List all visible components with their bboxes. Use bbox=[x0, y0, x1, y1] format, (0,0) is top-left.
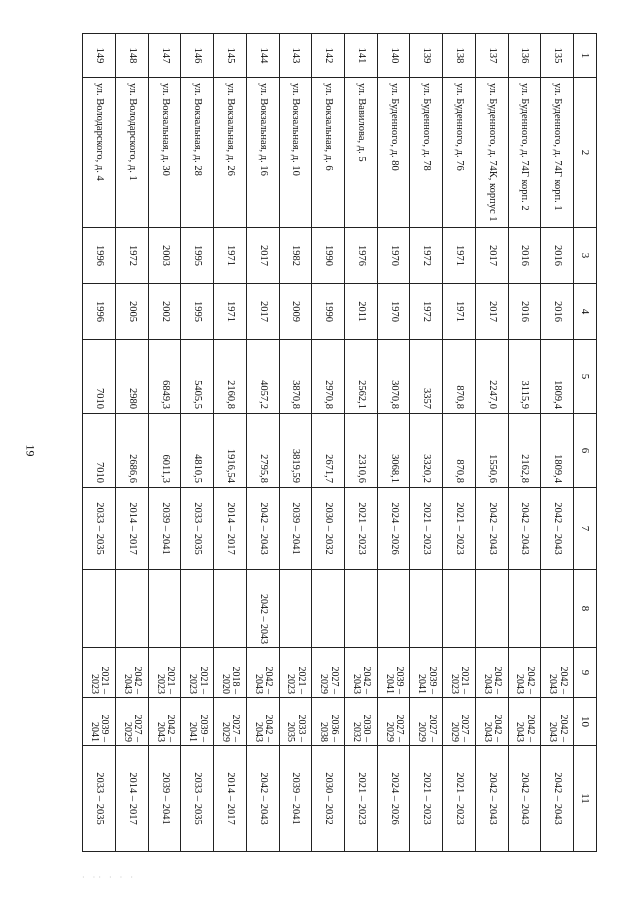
cell-c7: 2024 – 2026 bbox=[377, 488, 410, 570]
cell-c4: 2016 bbox=[541, 284, 574, 340]
scan-artifact: · ·· · · · bbox=[82, 873, 136, 882]
cell-c1: 137 bbox=[475, 34, 508, 78]
cell-c10: 2027 – 2029 bbox=[115, 698, 148, 746]
cell-c2: ул. Володарского, д. 4 bbox=[83, 78, 116, 228]
cell-c11: 2014 – 2017 bbox=[214, 746, 247, 852]
cell-c8 bbox=[148, 570, 181, 648]
cell-c11: 2030 – 2032 bbox=[312, 746, 345, 852]
cell-c3: 2003 bbox=[148, 228, 181, 284]
cell-c5: 3115,9 bbox=[508, 340, 541, 414]
cell-c5: 5405,5 bbox=[181, 340, 214, 414]
cell-c7: 2039 – 2041 bbox=[148, 488, 181, 570]
cell-c11: 2042 – 2043 bbox=[541, 746, 574, 852]
table-row bbox=[344, 34, 377, 852]
cell-c4: 1971 bbox=[443, 284, 476, 340]
cell-c7: 2014 – 2017 bbox=[214, 488, 247, 570]
cell-c3: 1982 bbox=[279, 228, 312, 284]
cell-c4: 2016 bbox=[508, 284, 541, 340]
cell-c10: 2027 – 2029 bbox=[214, 698, 247, 746]
cell-c7: 2014 – 2017 bbox=[115, 488, 148, 570]
cell-c3: 2017 bbox=[475, 228, 508, 284]
cell-c9: 2021 – 2023 bbox=[83, 648, 116, 698]
cell-c7: 2021 – 2023 bbox=[443, 488, 476, 570]
cell-c5: 7010 bbox=[83, 340, 116, 414]
cell-c7: 2033 – 2035 bbox=[181, 488, 214, 570]
cell-c9: 2042 – 2043 bbox=[541, 648, 574, 698]
cell-c3: 1990 bbox=[312, 228, 345, 284]
cell-c3: 1995 bbox=[181, 228, 214, 284]
cell-c10: 2042 – 2043 bbox=[475, 698, 508, 746]
cell-c5: 3870,8 bbox=[279, 340, 312, 414]
cell-c5: 1809,4 bbox=[541, 340, 574, 414]
column-header-6: 6 bbox=[574, 414, 597, 488]
cell-c1: 138 bbox=[443, 34, 476, 78]
cell-c10: 2042 – 2043 bbox=[246, 698, 279, 746]
cell-c10: 2042 – 2043 bbox=[541, 698, 574, 746]
cell-c5: 2160,8 bbox=[214, 340, 247, 414]
cell-c3: 1972 bbox=[410, 228, 443, 284]
cell-c9: 2039 – 2041 bbox=[410, 648, 443, 698]
table-row bbox=[410, 34, 443, 852]
cell-c10: 2030 – 2032 bbox=[344, 698, 377, 746]
cell-c9: 2042 – 2043 bbox=[344, 648, 377, 698]
cell-c9: 2018 – 2020 bbox=[214, 648, 247, 698]
cell-c11: 2039 – 2041 bbox=[279, 746, 312, 852]
cell-c1: 135 bbox=[541, 34, 574, 78]
cell-c5: 3070,8 bbox=[377, 340, 410, 414]
cell-c7: 2030 – 2032 bbox=[312, 488, 345, 570]
cell-c3: 2017 bbox=[246, 228, 279, 284]
table-row bbox=[541, 34, 574, 852]
table-row bbox=[475, 34, 508, 852]
cell-c5: 4057,2 bbox=[246, 340, 279, 414]
cell-c5: 2562,1 bbox=[344, 340, 377, 414]
cell-c1: 145 bbox=[214, 34, 247, 78]
header-row bbox=[574, 34, 597, 852]
cell-c8 bbox=[344, 570, 377, 648]
cell-c6: 2310,6 bbox=[344, 414, 377, 488]
cell-c6: 1809,4 bbox=[541, 414, 574, 488]
table-row bbox=[508, 34, 541, 852]
cell-c1: 140 bbox=[377, 34, 410, 78]
cell-c1: 139 bbox=[410, 34, 443, 78]
cell-c2: ул. Вокзальная, д. 28 bbox=[181, 78, 214, 228]
cell-c8 bbox=[214, 570, 247, 648]
cell-c8: 2042 – 2043 bbox=[246, 570, 279, 648]
cell-c8 bbox=[312, 570, 345, 648]
cell-c4: 2017 bbox=[246, 284, 279, 340]
cell-c9: 2042 – 2043 bbox=[508, 648, 541, 698]
cell-c1: 147 bbox=[148, 34, 181, 78]
cell-c4: 1971 bbox=[214, 284, 247, 340]
cell-c6: 6011,3 bbox=[148, 414, 181, 488]
cell-c1: 142 bbox=[312, 34, 345, 78]
cell-c11: 2042 – 2043 bbox=[246, 746, 279, 852]
cell-c6: 3068,1 bbox=[377, 414, 410, 488]
cell-c7: 2042 – 2043 bbox=[508, 488, 541, 570]
cell-c10: 2027 – 2029 bbox=[443, 698, 476, 746]
cell-c6: 1550,6 bbox=[475, 414, 508, 488]
cell-c5: 2247,0 bbox=[475, 340, 508, 414]
cell-c11: 2033 – 2035 bbox=[83, 746, 116, 852]
cell-c8 bbox=[377, 570, 410, 648]
cell-c9: 2042 – 2043 bbox=[115, 648, 148, 698]
cell-c5: 2980 bbox=[115, 340, 148, 414]
cell-c11: 2021 – 2023 bbox=[410, 746, 443, 852]
cell-c9: 2042 – 2043 bbox=[475, 648, 508, 698]
cell-c4: 1970 bbox=[377, 284, 410, 340]
cell-c10: 2033 – 2035 bbox=[279, 698, 312, 746]
cell-c6: 7010 bbox=[83, 414, 116, 488]
cell-c9: 2021 – 2023 bbox=[181, 648, 214, 698]
column-header-10: 10 bbox=[574, 698, 597, 746]
cell-c2: ул. Буденного, д. 74Г корп. 1 bbox=[541, 78, 574, 228]
column-header-3: 3 bbox=[574, 228, 597, 284]
cell-c10: 2027 – 2029 bbox=[377, 698, 410, 746]
cell-c6: 2795,8 bbox=[246, 414, 279, 488]
cell-c4: 1995 bbox=[181, 284, 214, 340]
cell-c7: 2042 – 2043 bbox=[246, 488, 279, 570]
cell-c8 bbox=[410, 570, 443, 648]
table-row bbox=[83, 34, 116, 852]
cell-c11: 2021 – 2023 bbox=[443, 746, 476, 852]
cell-c2: ул. Вокзальная, д. 6 bbox=[312, 78, 345, 228]
cell-c2: ул. Буденного, д. 74Г корп. 2 bbox=[508, 78, 541, 228]
cell-c11: 2033 – 2035 bbox=[181, 746, 214, 852]
cell-c10: 2042 – 2043 bbox=[148, 698, 181, 746]
table-row bbox=[312, 34, 345, 852]
cell-c11: 2021 – 2023 bbox=[344, 746, 377, 852]
cell-c9: 2021 – 2023 bbox=[148, 648, 181, 698]
cell-c8 bbox=[181, 570, 214, 648]
cell-c4: 2017 bbox=[475, 284, 508, 340]
column-header-11: 11 bbox=[574, 746, 597, 852]
table-row bbox=[279, 34, 312, 852]
cell-c7: 2033 – 2035 bbox=[83, 488, 116, 570]
cell-c1: 144 bbox=[246, 34, 279, 78]
cell-c10: 2036 – 2038 bbox=[312, 698, 345, 746]
cell-c2: ул. Буденного, д. 74К, корпус 1 bbox=[475, 78, 508, 228]
cell-c6: 2671,7 bbox=[312, 414, 345, 488]
column-header-8: 8 bbox=[574, 570, 597, 648]
cell-c7: 2042 – 2043 bbox=[541, 488, 574, 570]
cell-c4: 2005 bbox=[115, 284, 148, 340]
page-number: 19 bbox=[23, 444, 38, 457]
column-header-4: 4 bbox=[574, 284, 597, 340]
cell-c6: 3819,59 bbox=[279, 414, 312, 488]
cell-c3: 2016 bbox=[541, 228, 574, 284]
cell-c2: ул. Буденного, д. 80 bbox=[377, 78, 410, 228]
cell-c8 bbox=[115, 570, 148, 648]
cell-c3: 1970 bbox=[377, 228, 410, 284]
table-row bbox=[377, 34, 410, 852]
cell-c3: 1971 bbox=[214, 228, 247, 284]
cell-c2: ул. Вокзальная, д. 30 bbox=[148, 78, 181, 228]
cell-c8 bbox=[83, 570, 116, 648]
cell-c11: 2024 – 2026 bbox=[377, 746, 410, 852]
cell-c7: 2021 – 2023 bbox=[410, 488, 443, 570]
cell-c10: 2039 – 2041 bbox=[181, 698, 214, 746]
cell-c2: ул. Володарского, д. 1 bbox=[115, 78, 148, 228]
cell-c1: 141 bbox=[344, 34, 377, 78]
cell-c6: 3320,2 bbox=[410, 414, 443, 488]
column-header-9: 9 bbox=[574, 648, 597, 698]
cell-c2: ул. Вокзальная, д. 26 bbox=[214, 78, 247, 228]
column-header-1: 1 bbox=[574, 34, 597, 78]
cell-c1: 136 bbox=[508, 34, 541, 78]
cell-c3: 1976 bbox=[344, 228, 377, 284]
table-row bbox=[443, 34, 476, 852]
housing-schedule-table bbox=[82, 33, 597, 852]
cell-c5: 870,8 bbox=[443, 340, 476, 414]
cell-c6: 4810,5 bbox=[181, 414, 214, 488]
cell-c9: 2021 – 2023 bbox=[443, 648, 476, 698]
cell-c6: 870,8 bbox=[443, 414, 476, 488]
column-header-2: 2 bbox=[574, 78, 597, 228]
cell-c6: 2686,6 bbox=[115, 414, 148, 488]
cell-c8 bbox=[279, 570, 312, 648]
table-row bbox=[214, 34, 247, 852]
cell-c4: 2002 bbox=[148, 284, 181, 340]
cell-c4: 1990 bbox=[312, 284, 345, 340]
cell-c6: 2162,8 bbox=[508, 414, 541, 488]
cell-c3: 1971 bbox=[443, 228, 476, 284]
cell-c8 bbox=[541, 570, 574, 648]
cell-c11: 2042 – 2043 bbox=[475, 746, 508, 852]
cell-c1: 143 bbox=[279, 34, 312, 78]
cell-c1: 148 bbox=[115, 34, 148, 78]
cell-c6: 1916,54 bbox=[214, 414, 247, 488]
cell-c2: ул. Вокзальная, д. 10 bbox=[279, 78, 312, 228]
column-header-5: 5 bbox=[574, 340, 597, 414]
table-row bbox=[246, 34, 279, 852]
cell-c4: 1996 bbox=[83, 284, 116, 340]
cell-c3: 1972 bbox=[115, 228, 148, 284]
cell-c7: 2039 – 2041 bbox=[279, 488, 312, 570]
cell-c1: 149 bbox=[83, 34, 116, 78]
column-header-7: 7 bbox=[574, 488, 597, 570]
table-row bbox=[148, 34, 181, 852]
cell-c4: 1972 bbox=[410, 284, 443, 340]
cell-c11: 2042 – 2043 bbox=[508, 746, 541, 852]
cell-c10: 2027 – 2029 bbox=[410, 698, 443, 746]
cell-c8 bbox=[443, 570, 476, 648]
cell-c7: 2021 – 2023 bbox=[344, 488, 377, 570]
cell-c2: ул. Буденного, д. 78 bbox=[410, 78, 443, 228]
cell-c8 bbox=[475, 570, 508, 648]
cell-c4: 2011 bbox=[344, 284, 377, 340]
table-row bbox=[181, 34, 214, 852]
rotated-table-container bbox=[82, 33, 597, 851]
cell-c9: 2042 – 2043 bbox=[246, 648, 279, 698]
cell-c4: 2009 bbox=[279, 284, 312, 340]
cell-c10: 2039 – 2041 bbox=[83, 698, 116, 746]
cell-c10: 2042 – 2043 bbox=[508, 698, 541, 746]
cell-c7: 2042 – 2043 bbox=[475, 488, 508, 570]
cell-c5: 2970,8 bbox=[312, 340, 345, 414]
cell-c11: 2039 – 2041 bbox=[148, 746, 181, 852]
cell-c2: ул. Вокзальная, д. 16 bbox=[246, 78, 279, 228]
cell-c1: 146 bbox=[181, 34, 214, 78]
cell-c5: 6849,3 bbox=[148, 340, 181, 414]
cell-c9: 2039 – 2041 bbox=[377, 648, 410, 698]
table-row bbox=[115, 34, 148, 852]
cell-c5: 3357 bbox=[410, 340, 443, 414]
cell-c9: 2027 – 2029 bbox=[312, 648, 345, 698]
cell-c9: 2021 – 2023 bbox=[279, 648, 312, 698]
cell-c2: ул. Буденного, д. 76 bbox=[443, 78, 476, 228]
cell-c3: 2016 bbox=[508, 228, 541, 284]
cell-c3: 1996 bbox=[83, 228, 116, 284]
cell-c11: 2014 – 2017 bbox=[115, 746, 148, 852]
cell-c8 bbox=[508, 570, 541, 648]
cell-c2: ул. Вавилова, д. 5 bbox=[344, 78, 377, 228]
